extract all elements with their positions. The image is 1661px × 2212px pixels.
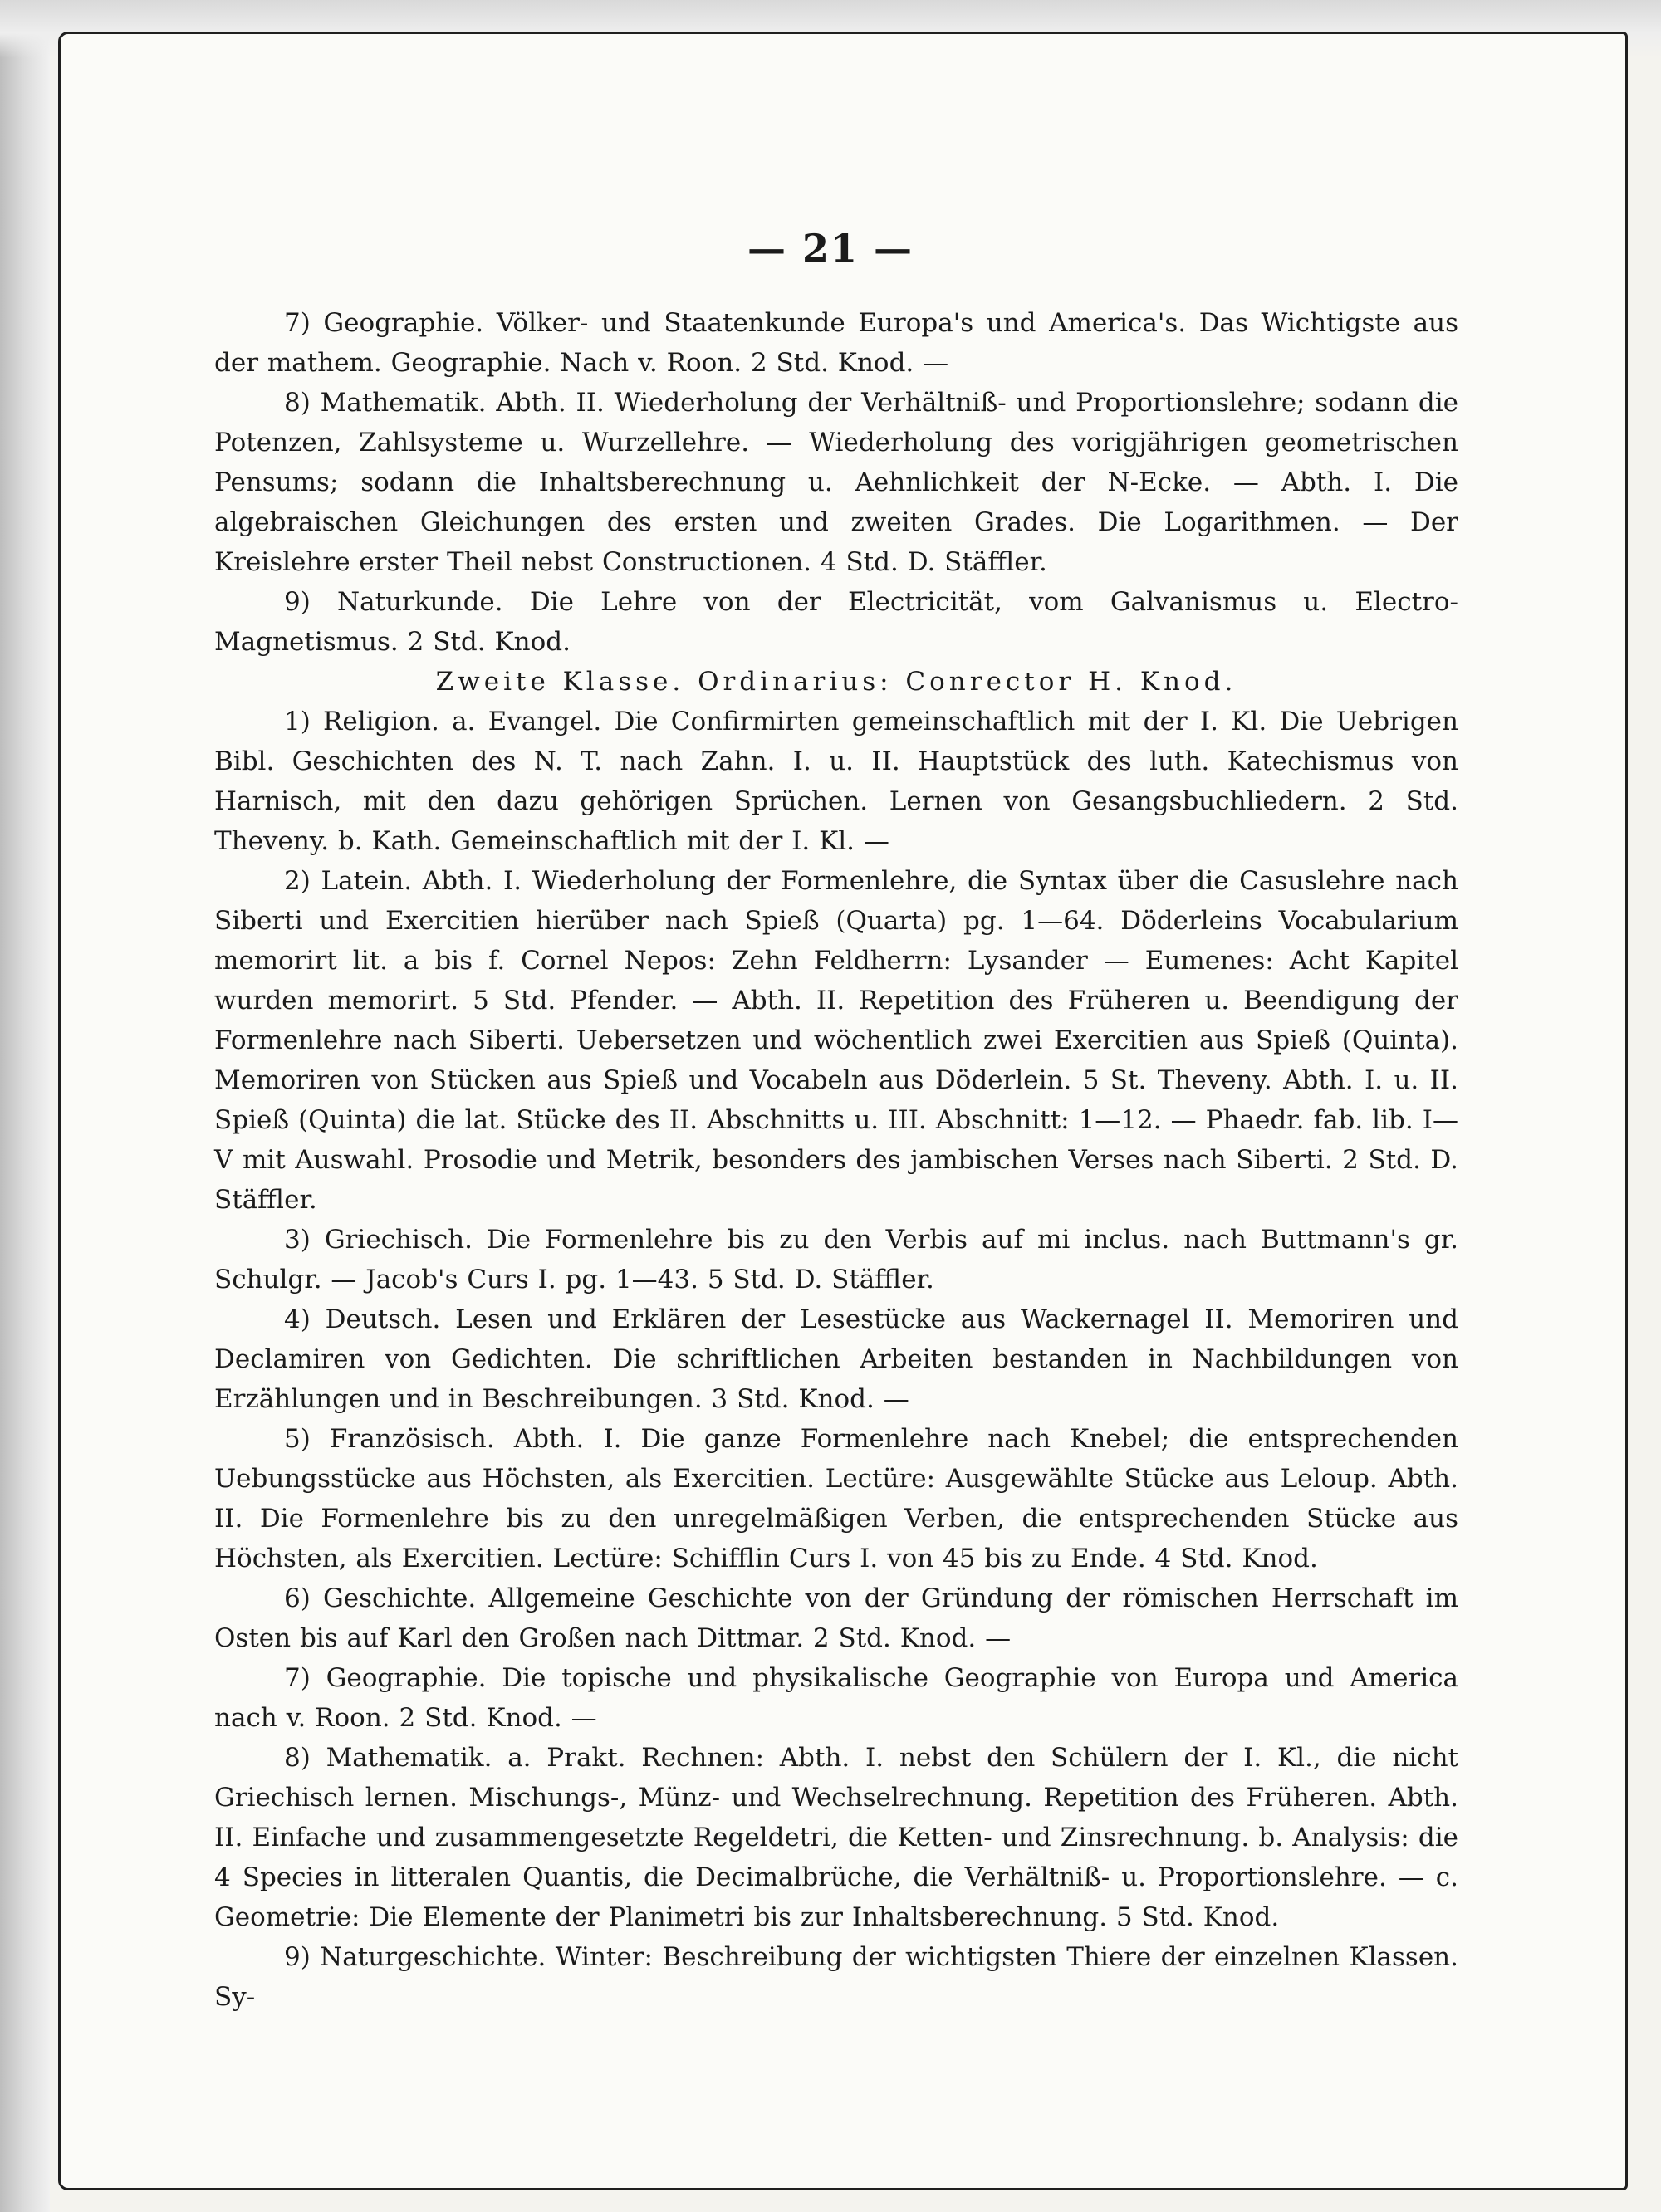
paragraph-geographie-second-class: 7) Geographie. Die topische und physikalische Geographie von Europa und America nach v. Roon. 2 Std. Knod. — bbox=[214, 1663, 1458, 1733]
page-number: — 21 — bbox=[747, 226, 914, 271]
paragraph-deutsch: 4) Deutsch. Lesen und Erklären der Lesestücke aus Wackernagel II. Memoriren und Declamiren von Gedichten. Die schriftlichen Arbeiten bestanden in Nachbildungen von Erzählungen und in Beschreibungen. 3 Std. Knod. — bbox=[214, 1304, 1458, 1414]
paragraph-naturgeschichte: 9) Naturgeschichte. Winter: Beschreibung der wichtigsten Thiere der einzelnen Klassen. Sy- bbox=[214, 1942, 1458, 2012]
scan-binding-shadow bbox=[0, 0, 50, 2212]
class-heading-zweite-klasse: Zweite Klasse. Ordinarius: Conrector H. Knod. bbox=[435, 667, 1237, 697]
paragraph-mathematik-first-class: 8) Mathematik. Abth. II. Wiederholung der Verhältniß- und Proportionslehre; sodann die Potenzen, Zahlsysteme u. Wurzellehre. — Wiederholung des vorigjährigen geometrischen Pensums; sodann die Inhaltsberechnung u. Aehnlichkeit der N-Ecke. — Abth. I. Die algebraischen Gleichungen des ersten und zweiten Grades. Die Logarithmen. — Der Kreislehre erster Theil nebst Constructionen. 4 Std. D. Stäffler. bbox=[214, 388, 1458, 577]
paragraph-geschichte: 6) Geschichte. Allgemeine Geschichte von der Gründung der römischen Herrschaft im Osten bis auf Karl den Großen nach Dittmar. 2 Std. Knod. — bbox=[214, 1583, 1458, 1653]
body-text bbox=[214, 303, 1458, 2017]
paragraph-griechisch: 3) Griechisch. Die Formenlehre bis zu den Verbis auf mi inclus. nach Buttmann's gr. Schulgr. — Jacob's Curs I. pg. 1—43. 5 Std. D. Stäffler. bbox=[214, 1225, 1458, 1294]
paragraph-franzoesisch: 5) Französisch. Abth. I. Die ganze Formenlehre nach Knebel; die entsprechenden Uebungsstücke aus Höchsten, als Exercitien. Lectüre: Ausgewählte Stücke aus Leloup. Abth. II. Die Formenlehre bis zu den unregelmäßigen Verben, die entsprechenden Stücke aus Höchsten, als Exercitien. Lectüre: Schifflin Curs I. von 45 bis zu Ende. 4 Std. Knod. bbox=[214, 1424, 1458, 1573]
paragraph-geographie-first-class: 7) Geographie. Völker- und Staatenkunde Europa's und America's. Das Wichtigste aus der mathem. Geographie. Nach v. Roon. 2 Std. Knod. — bbox=[214, 308, 1458, 378]
paragraph-naturkunde: 9) Naturkunde. Die Lehre von der Electricität, vom Galvanismus u. Electro-Magnetismus. 2 Std. Knod. bbox=[214, 587, 1458, 657]
paragraph-religion: 1) Religion. a. Evangel. Die Confirmirten gemeinschaftlich mit der I. Kl. Die Uebrigen Bibl. Geschichten des N. T. nach Zahn. I. u. II. Hauptstück des luth. Katechismus von Harnisch, mit den dazu gehörigen Sprüchen. Lernen von Gesangsbuchliedern. 2 Std. Theveny. b. Kath. Gemeinschaftlich mit der I. Kl. — bbox=[214, 707, 1458, 856]
paragraph-mathematik-second-class: 8) Mathematik. a. Prakt. Rechnen: Abth. I. nebst den Schülern der I. Kl., die nicht Griechisch lernen. Mischungs-, Münz- und Wechselrechnung. Repetition des Früheren. Abth. II. Einfache und zusammengesetzte Regeldetri, die Ketten- und Zinsrechnung. b. Analysis: die 4 Species in litteralen Quantis, die Decimalbrüche, die Verhältniß- u. Proportionslehre. — c. Geometrie: Die Elemente der Planimetri bis zur Inhaltsberechnung. 5 Std. Knod. bbox=[214, 1743, 1458, 1932]
paragraph-latein: 2) Latein. Abth. I. Wiederholung der Formenlehre, die Syntax über die Casuslehre nach Siberti und Exercitien hierüber nach Spieß (Quarta) pg. 1—64. Döderleins Vocabularium memorirt lit. a bis f. Cornel Nepos: Zehn Feldherrn: Lysander — Eumenes: Acht Kapitel wurden memorirt. 5 Std. Pfender. — Abth. II. Repetition des Früheren u. Beendigung der Formenlehre nach Siberti. Uebersetzen und wöchentlich zwei Exercitien aus Spieß (Quinta). Memoriren von Stücken aus Spieß und Vocabeln aus Döderlein. 5 St. Theveny. Abth. I. u. II. Spieß (Quinta) die lat. Stücke des II. Abschnitts u. III. Abschnitt: 1—12. — Phaedr. fab. lib. I—V mit Auswahl. Prosodie und Metrik, besonders des jambischen Verses nach Siberti. 2 Std. D. Stäffler. bbox=[214, 866, 1458, 1215]
